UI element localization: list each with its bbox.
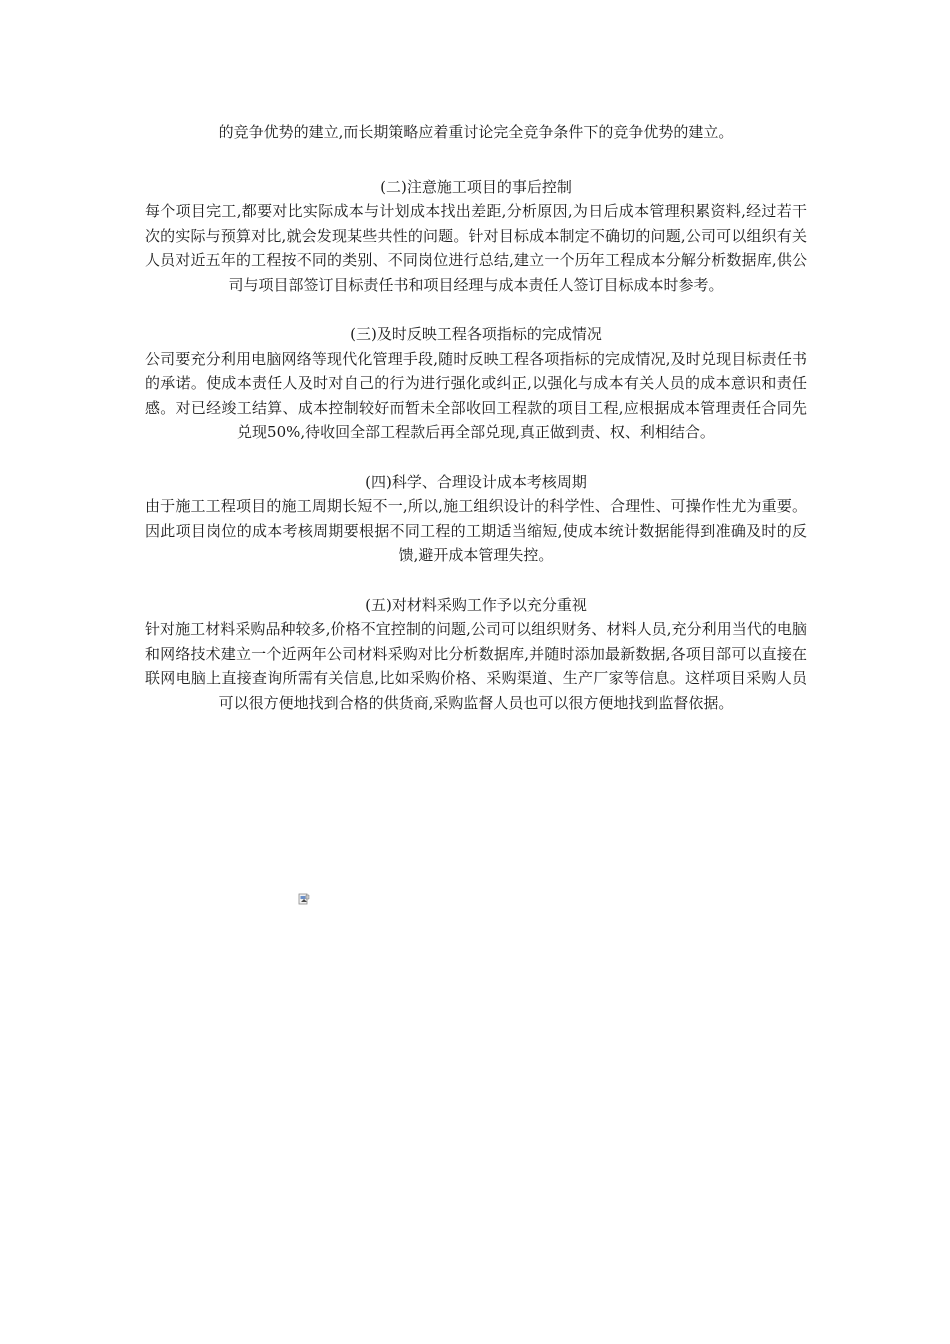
section-body: 每个项目完工,都要对比实际成本与计划成本找出差距,分析原因,为日后成本管理积累资料,经过若干次的实际与预算对比,就会发现某些共性的问题。针对目标成本制定不确切的问题,公司可以组织有关人员对近五年的工程按不同的类别、不同岗位进行总结,建立一个历年工程成本分解分析数据库,供公司与项目部签订目标责任书和项目经理与成本责任人签订目标成本时参考。: [145, 202, 807, 294]
section-body: 公司要充分利用电脑网络等现代化管理手段,随时反映工程各项指标的完成情况,及时兑现目标责任书的承诺。使成本责任人及时对自己的行为进行强化或纠正,以强化与成本有关人员的成本意识和责任感。对已经竣工结算、成本控制较好而暂未全部收回工程款的项目工程,应根据成本管理责任合同先兑现50%,待收回全部工程款后再全部兑现,真正做到责、权、利相结合。: [145, 349, 807, 441]
section-heading: (四)科学、合理设计成本考核周期: [365, 472, 587, 491]
section-indicator-report: [145, 322, 807, 445]
section-heading: (五)对材料采购工作予以充分重视: [365, 595, 587, 614]
intro-paragraph: 的竞争优势的建立,而长期策略应着重讨论完全竞争条件下的竞争优势的建立。: [218, 123, 734, 141]
section-after-control: [145, 175, 807, 298]
section-body: 针对施工材料采购品种较多,价格不宜控制的问题,公司可以组织财务、材料人员,充分利用当代的电脑和网络技术建立一个近两年公司材料采购对比分析数据库,并随时添加最新数据,各项目部可以直接在联网电脑上直接查询所需有关信息,比如采购价格、采购渠道、生产厂家等信息。这样项目采购人员可以很方便地找到合格的供货商,采购监督人员也可以很方便地找到监督依据。: [145, 620, 807, 712]
section-heading: (二)注意施工项目的事后控制: [380, 177, 572, 196]
section-body: 由于施工工程项目的施工周期长短不一,所以,施工组织设计的科学性、合理性、可操作性尤为重要。因此项目岗位的成本考核周期要根据不同工程的工期适当缩短,使成本统计数据能得到准确及时的反馈,避开成本管理失控。: [145, 497, 807, 564]
section-material-purchase: [145, 593, 807, 716]
broken-image-icon: [298, 893, 310, 905]
section-heading: (三)及时反映工程各项指标的完成情况: [350, 325, 602, 343]
section-assessment-cycle: [145, 470, 807, 568]
document-page: [145, 120, 807, 740]
